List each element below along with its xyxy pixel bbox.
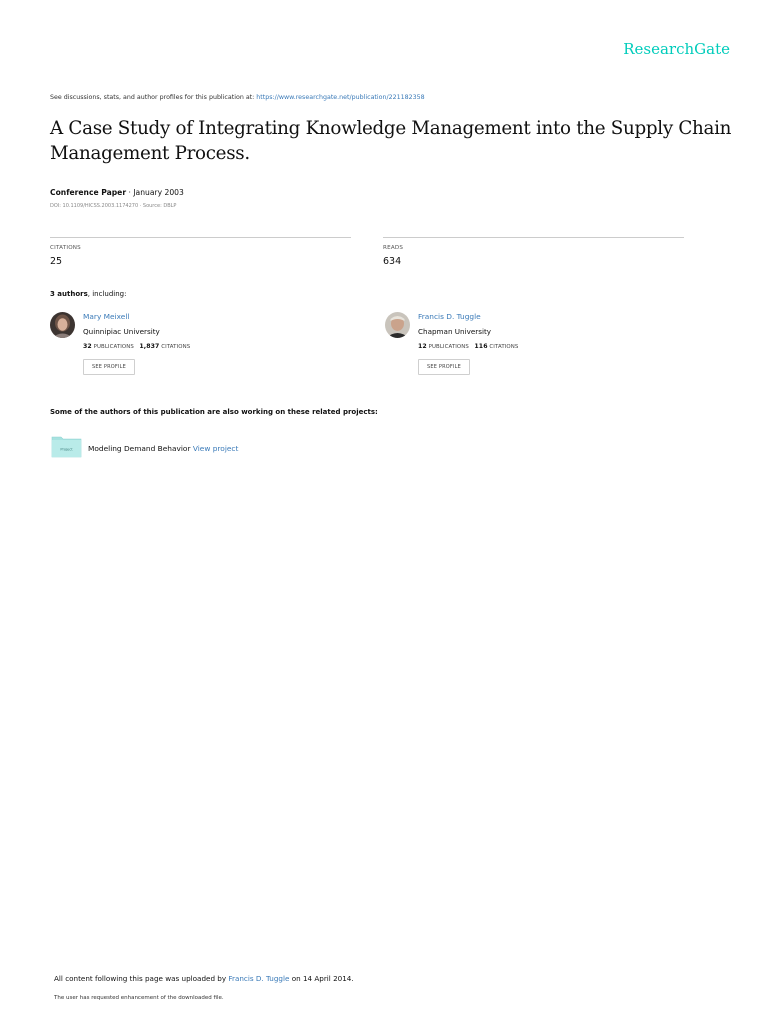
publication-type-label: Conference Paper: [50, 188, 127, 197]
see-profile-button[interactable]: SEE PROFILE: [83, 359, 135, 375]
related-projects-heading: Some of the authors of this publication are also working on these related projects:: [50, 408, 378, 416]
upload-date: on 14 April 2014.: [289, 974, 354, 983]
project-name: Modeling Demand Behavior: [88, 444, 191, 453]
citations-divider: [50, 237, 351, 238]
view-project-link[interactable]: View project: [192, 444, 239, 453]
author-name-link[interactable]: Francis D. Tuggle: [418, 312, 481, 321]
discussion-line: [50, 94, 425, 101]
author-stats: [418, 343, 518, 350]
author-publications-label: PUBLICATIONS: [426, 344, 469, 350]
author-citations-count: 1,837: [139, 343, 160, 350]
enhancement-note: The user has requested enhancement of the downloaded file.: [54, 995, 224, 1001]
project-folder-icon: [51, 435, 82, 458]
avatar[interactable]: [385, 312, 410, 338]
author-publications-count: 12: [418, 343, 427, 350]
reads-label: READS: [383, 245, 404, 251]
author-publications-label: PUBLICATIONS: [91, 344, 134, 350]
upload-info: [54, 974, 354, 983]
author-photo-icon: [50, 312, 75, 338]
author-institution: Chapman University: [418, 327, 492, 336]
author-citations-label: CITATIONS: [159, 344, 191, 350]
publication-doi: DOI: 10.1109/HICSS.2003.1174270 · Source: DBLP: [50, 203, 177, 209]
author-stats: [83, 343, 190, 350]
project-icon-label: Project: [60, 447, 73, 452]
reads-count: 634: [383, 256, 402, 267]
author-citations-label: CITATIONS: [487, 344, 519, 350]
discussion-prefix: See discussions, stats, and author profiles for this publication at:: [50, 94, 257, 101]
author-name-link[interactable]: Mary Meixell: [83, 312, 130, 321]
publication-type: [50, 188, 184, 197]
author-publications-count: 32: [83, 343, 92, 350]
authors-heading: [50, 290, 126, 298]
author-card: [50, 312, 350, 382]
author-card: [385, 312, 685, 382]
publication-url-link[interactable]: https://www.researchgate.net/publication/221182358: [256, 94, 425, 101]
publication-date: · January 2003: [126, 188, 184, 197]
authors-count: 3 authors: [50, 290, 88, 298]
see-profile-button[interactable]: SEE PROFILE: [418, 359, 470, 375]
author-institution: Quinnipiac University: [83, 327, 160, 336]
authors-heading-suffix: , including:: [87, 290, 127, 298]
citations-count: 25: [50, 256, 63, 267]
citations-label: CITATIONS: [50, 245, 81, 251]
author-photo-icon: [385, 312, 410, 338]
researchgate-logo[interactable]: ResearchGate: [623, 40, 730, 58]
uploader-link[interactable]: Francis D. Tuggle: [228, 974, 290, 983]
reads-divider: [383, 237, 684, 238]
page-title: A Case Study of Integrating Knowledge Management into the Supply Chain Management Process.: [50, 118, 732, 164]
avatar[interactable]: [50, 312, 75, 338]
author-citations-count: 116: [474, 343, 488, 350]
upload-prefix: All content following this page was uploaded by: [54, 974, 229, 983]
related-project: [88, 444, 238, 453]
